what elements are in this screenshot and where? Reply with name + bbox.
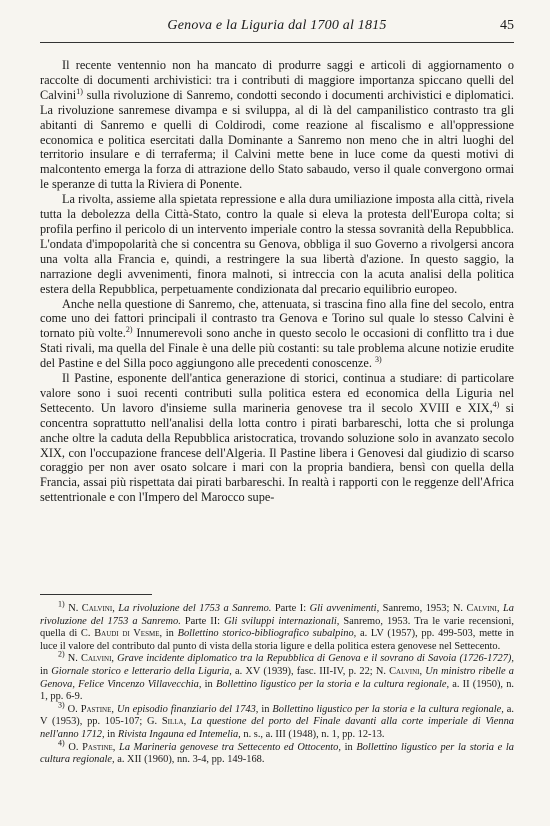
paragraph-3-text-a: Anche nella questione di Sanremo, che, attenuata, si trascina fino alla fine del secolo, entra come uno dei fattori principali il contrasto tra Genova e Torino sul quale lo stesso Calvini è tornato più volte.	[40, 296, 514, 341]
paragraph-4-text-a: Il Pastine, esponente dell'antica generazione di storici, continua a studiare: di particolare valore sono i suoi recenti contributi sulla politica estera ed economica della Liguria nel Settecento. Un lavoro d'insieme sulla marineria genovese tra il secolo XVIII e XIX,	[40, 371, 514, 415]
footnote-1-title-1: La rivoluzione del 1753 a Sanremo.	[118, 603, 272, 614]
footnote-3-author-2: Silla	[161, 716, 184, 728]
footnote-2-journal-1: Giornale storico e letterario della Liguria,	[51, 665, 232, 677]
header-rule	[40, 42, 514, 43]
footnote-mark-1: 1)	[58, 599, 65, 609]
footnote-4-text-2: a. XII (1960), nn. 3-4, pp. 149-168.	[114, 754, 265, 766]
paragraph-3	[40, 297, 514, 372]
footnote-3-text-2: a. V (1953), pp. 105-107; G.	[40, 703, 514, 728]
footnote-2-author-1: N. Calvini	[67, 653, 112, 665]
footnote-1-part-2: Parte II:	[180, 615, 225, 627]
footnote-3-title-1: Un episodio finanziario del 1743,	[116, 703, 259, 715]
footnote-4-title: La Marineria genovese tra Settecento ed Ottocento,	[119, 741, 341, 753]
footnote-3: $^{3)}$ O. Pastine, Un episodio finanziario del 1743, in Bollettino ligustico per la storia e la cultura regionale, a. V (1953), pp. 105-107; G. Silla, La questione del porto del Finale davanti alla corte imperiale di Vienna nell'anno 1712, in Rivista Ingauna ed Intemelia, n. s., a. III (1948), n. 1, pp. 12-13.	[40, 700, 514, 740]
footnote-rule	[40, 594, 152, 595]
paragraph-4-text-b: si concentra soprattutto nell'analisi della lotta contro i pirati barbareschi, lotta che si prolunga anche oltre la caduta della Repubblica aristocratica, trovando soluzione solo in avanzato secolo XIX, con l'occupazione francese dell'Algeria. Il Pastine libera i Genovesi dal giudizio di scarso coraggio per non aver osato solcare i mari con la propria bandiera, bensì con quella della Francia, assai più rispettata dai pirati barbareschi. In realtà i rapporti con le reggenze dell'Africa settentrionale e con l'Impero del Marocco supe-	[40, 400, 514, 505]
footnote-1-subtitle-1: Gli avvenimenti,	[309, 603, 380, 614]
running-title: Genova e la Liguria dal 1700 al 1815	[167, 18, 387, 33]
footnote-ref-4: 4)	[492, 399, 500, 409]
footnote-1-text-3: , in	[159, 628, 178, 640]
footnote-2-journal-2: Bollettino ligustico per la storia e la cultura regionale,	[215, 678, 450, 690]
footnote-1: $^{1)}$ N. Calvini, La rivoluzione del 1753 a Sanremo. Parte I: Gli avvenimenti, Sanremo, 1953; N. Calvini, La rivoluzione del 1753 a Sanremo. Parte II: Gli sviluppi internazionali, Sanremo, 1953. Tra le varie recensioni, quella di C. Baudi di Vesme, in Bollettino storico-bibliografico subalpino, a. LV (1957), pp. 499-503, mette in luce il valore del contributo dal punto di vista della storia ligure e della politica estera genovese nel Settecento.	[40, 599, 514, 652]
footnote-2-text-2: a. XV (1939), fasc. III-IV, p. 22;	[231, 665, 376, 677]
footnote-mark-4: 4)	[58, 738, 65, 748]
footnote-1-title-2: La rivoluzione del 1753 a Sanremo.	[40, 603, 514, 627]
footnote-3-title-2: La questione del porto del Finale davanti alla corte imperiale di Vienna nell'anno 1712,	[40, 716, 514, 740]
footnote-ref-2: 2)	[125, 325, 133, 335]
paragraph-1-text-a: Il recente ventennio non ha mancato di produrre saggi e articoli di aggiornamento o raccolte di documenti archivistici: tra i contributi di maggiore importanza spiccano quelli del Calvini	[40, 58, 514, 102]
paragraph-1	[40, 58, 514, 192]
footnote-1-author-1: N. Calvini	[68, 603, 113, 614]
footnote-1-author-3: Baudi di Vesme	[94, 628, 160, 640]
footnote-1-subtitle-2: Gli sviluppi internazionali,	[224, 615, 340, 627]
footnote-ref-3: 3)	[374, 355, 382, 365]
footnote-4: $^{4)}$ O. Pastine, La Marineria genovese tra Settecento ed Ottocento, in Bollettino ligustico per la storia e la cultura regionale, a. XII (1960), nn. 3-4, pp. 149-168.	[40, 738, 514, 766]
footnote-2-text-1: in	[40, 665, 52, 677]
running-header	[40, 18, 514, 38]
footnote-2-author-2: N. Calvini	[375, 665, 420, 677]
footnote-2-text-3: in	[201, 678, 216, 690]
paragraph-1-text-b: sulla rivoluzione di Sanremo, condotti secondo i documenti archivistici e diplomatici. La rivoluzione sanremese divampa e si sviluppa, al di là del campanilistico contrasto tra gli abitanti di Sanremo e quelli di Coldirodi, come reazione al fiscalismo e all'oppressione economica e politica esercitati dalla Dominante a Sanremo non meno che in altri luoghi del territorio insulare e di terraferma; il Calvini mette bene in luce come da questi motivi di malcontento emerga la forza di attrazione dello Stato sabaudo, verso il quale convergono ormai le speranze di tutta la Riviera di Ponente.	[40, 87, 514, 192]
footnote-4-journal: Bollettino ligustico per la storia e la cultura regionale,	[40, 741, 514, 766]
footnote-1-journal: Bollettino storico-bibliografico subalpino,	[177, 628, 357, 640]
footnote-3-text-1: in	[258, 703, 273, 715]
footnote-2-title-1: Grave incidente diplomatico tra la Repubblica di Genova e il sovrano di Savoia (1726-1727),	[117, 653, 514, 665]
footnote-3-journal-1: Bollettino ligustico per la storia e la cultura regionale,	[272, 703, 504, 715]
paragraph-4	[40, 371, 514, 505]
page-number: 45	[500, 18, 514, 33]
footnote-4-text-1: in	[340, 741, 357, 753]
footnote-3-journal-2: Rivista Ingauna ed Intemelia,	[117, 728, 241, 740]
footnote-2-text-4: a. II (1950), n. 1, pp. 6-9.	[40, 678, 514, 703]
footnote-1-text-2: Sanremo, 1953. Tra le varie recensioni, quella di C.	[40, 615, 514, 640]
footnote-2: $^{2)}$ N. Calvini, Grave incidente diplomatico tra la Repubblica di Genova e il sovrano di Savoia (1726-1727), in Giornale storico e letterario della Liguria, a. XV (1939), fasc. III-IV, p. 22; N. Calvini, Un ministro ribelle a Genova, Felice Vincenzo Villavecchia, in Bollettino ligustico per la storia e la cultura regionale, a. II (1950), n. 1, pp. 6-9.	[40, 649, 515, 703]
footnotes	[40, 599, 515, 767]
footnote-1-part-1: Parte I:	[271, 603, 310, 614]
footnote-3-text-3: in	[104, 728, 118, 740]
paragraph-2: La rivolta, assieme alla spietata repressione e alla dura umiliazione imposta alla città, rivela tutta la debolezza della Città-Stato, contro la quale si eleva la protesta dell'Europa colta; si profila perfino il pericolo di un intervento imperiale contro la stessa sovranità della Repubblica. L'ondata d'impopolarità che si concentra su Genova, obbliga il suo Governo a rivolgersi ancora una volta alla Francia e, quindi, a restringere la sua libertà d'azione. In questo saggio, la narrazione degli avvenimenti, finora malnoti, si intreccia con la acuta analisi della politica estera della Repubblica, perpetuamente condizionata dal precario equilibrio europeo.	[40, 192, 514, 296]
main-text	[40, 58, 514, 505]
footnote-ref-1: 1)	[76, 86, 83, 96]
footnote-2-title-2: Un ministro ribelle a Genova, Felice Vincenzo Villavecchia,	[40, 665, 515, 690]
footnote-1-author-2: N. Calvini	[452, 603, 497, 614]
footnote-1-text-4: a. LV (1957), pp. 499-503, mette in luce il valore del contributo dal punto di vista della storia ligure e della politica estera genovese nel Settecento.	[40, 628, 514, 652]
footnote-3-text-4: n. s., a. III (1948), n. 1, pp. 12-13.	[240, 728, 385, 740]
paragraph-3-text-b: Innumerevoli sono anche in questo secolo le occasioni di conflitto tra i due Stati rivali, ma quella del Finale è una delle più costanti: su tale problema alcune notizie erudite del Pastine e del Silla poco aggiungono alle precedenti conoscenze.	[40, 326, 514, 371]
footnote-mark-3: 3)	[58, 700, 65, 710]
footnote-1-text-1: Sanremo, 1953;	[379, 603, 453, 614]
footnote-3-author-1: O. Pastine	[67, 703, 112, 715]
footnote-4-author: O. Pastine	[68, 741, 113, 753]
footnote-mark-2: 2)	[58, 649, 65, 659]
